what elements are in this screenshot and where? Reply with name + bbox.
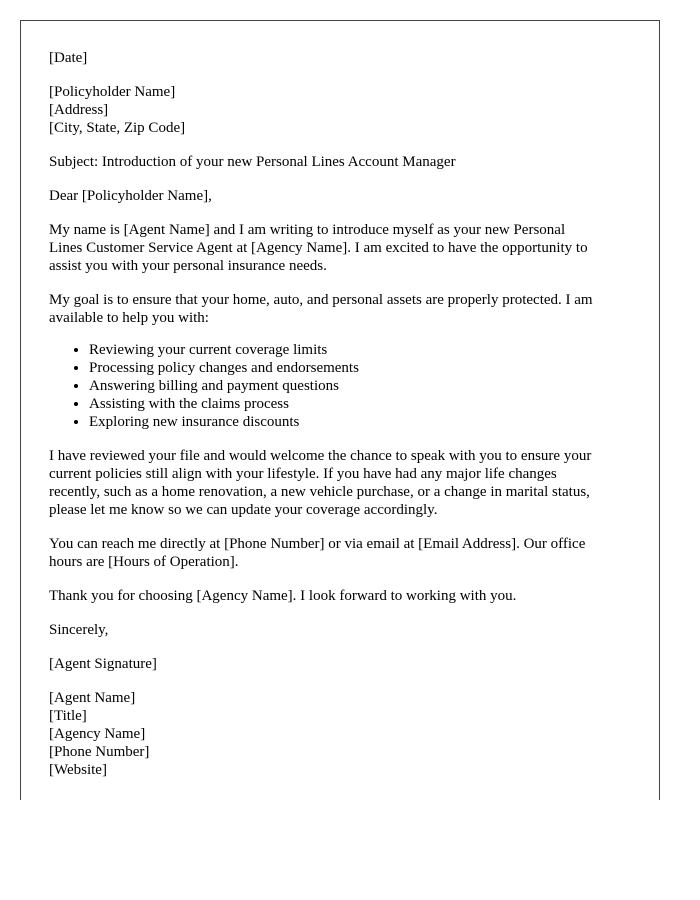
list-item: • Assisting with the claims process bbox=[89, 395, 633, 413]
agent-signature: [Agent Signature] bbox=[49, 656, 157, 672]
closing-block bbox=[49, 621, 633, 639]
review-paragraph-line: please let me know so we can update your coverage accordingly. bbox=[49, 502, 438, 518]
signature-block bbox=[49, 655, 633, 673]
contact-paragraph bbox=[49, 535, 633, 571]
closing: Sincerely, bbox=[49, 622, 109, 638]
list-item: • Reviewing your current coverage limits bbox=[89, 341, 633, 359]
goal-paragraph bbox=[49, 291, 633, 327]
sender-block bbox=[49, 689, 633, 779]
recipient-city-state-zip: [City, State, Zip Code] bbox=[49, 120, 186, 136]
sender-title: [Title] bbox=[49, 708, 87, 724]
recipient-block bbox=[49, 83, 633, 137]
sender-name: [Agent Name] bbox=[49, 690, 136, 706]
list-item: • Answering billing and payment questions bbox=[89, 377, 633, 395]
letter-page bbox=[20, 20, 660, 800]
date-block bbox=[49, 49, 633, 67]
subject-line-block bbox=[49, 153, 633, 171]
intro-paragraph-line: assist you with your personal insurance needs. bbox=[49, 258, 327, 274]
goal-paragraph-line: available to help you with: bbox=[49, 310, 209, 326]
salutation-block bbox=[49, 187, 633, 205]
salutation: Dear [Policyholder Name], bbox=[49, 188, 212, 204]
letter-body bbox=[49, 49, 633, 795]
recipient-address: [Address] bbox=[49, 102, 109, 118]
services-list bbox=[49, 341, 633, 431]
review-paragraph-line: current policies still align with your lifestyle. If you have had any major life changes bbox=[49, 466, 557, 482]
intro-paragraph-line: Lines Customer Service Agent at [Agency Name]. I am excited to have the opportunity to bbox=[49, 240, 588, 256]
review-paragraph-line: I have reviewed your file and would welcome the chance to speak with you to ensure your bbox=[49, 448, 592, 464]
list-item: • Processing policy changes and endorsements bbox=[89, 359, 633, 377]
list-item: • Exploring new insurance discounts bbox=[89, 413, 633, 431]
review-paragraph bbox=[49, 447, 633, 519]
thanks-paragraph bbox=[49, 587, 633, 605]
recipient-name: [Policyholder Name] bbox=[49, 84, 176, 100]
review-paragraph-line: recently, such as a home renovation, a new vehicle purchase, or a change in marital status, bbox=[49, 484, 590, 500]
sender-phone: [Phone Number] bbox=[49, 744, 150, 760]
subject-line: Subject: Introduction of your new Personal Lines Account Manager bbox=[49, 154, 456, 170]
goal-paragraph-line: My goal is to ensure that your home, auto, and personal assets are properly protected. I am bbox=[49, 292, 593, 308]
intro-paragraph-line: My name is [Agent Name] and I am writing to introduce myself as your new Personal bbox=[49, 222, 566, 238]
contact-paragraph-line: You can reach me directly at [Phone Number] or via email at [Email Address]. Our office bbox=[49, 536, 586, 552]
sender-website: [Website] bbox=[49, 762, 107, 778]
contact-paragraph-line: hours are [Hours of Operation]. bbox=[49, 554, 239, 570]
sender-agency: [Agency Name] bbox=[49, 726, 146, 742]
intro-paragraph bbox=[49, 221, 633, 275]
letter-date: [Date] bbox=[49, 50, 88, 66]
thanks-line: Thank you for choosing [Agency Name]. I look forward to working with you. bbox=[49, 588, 517, 604]
